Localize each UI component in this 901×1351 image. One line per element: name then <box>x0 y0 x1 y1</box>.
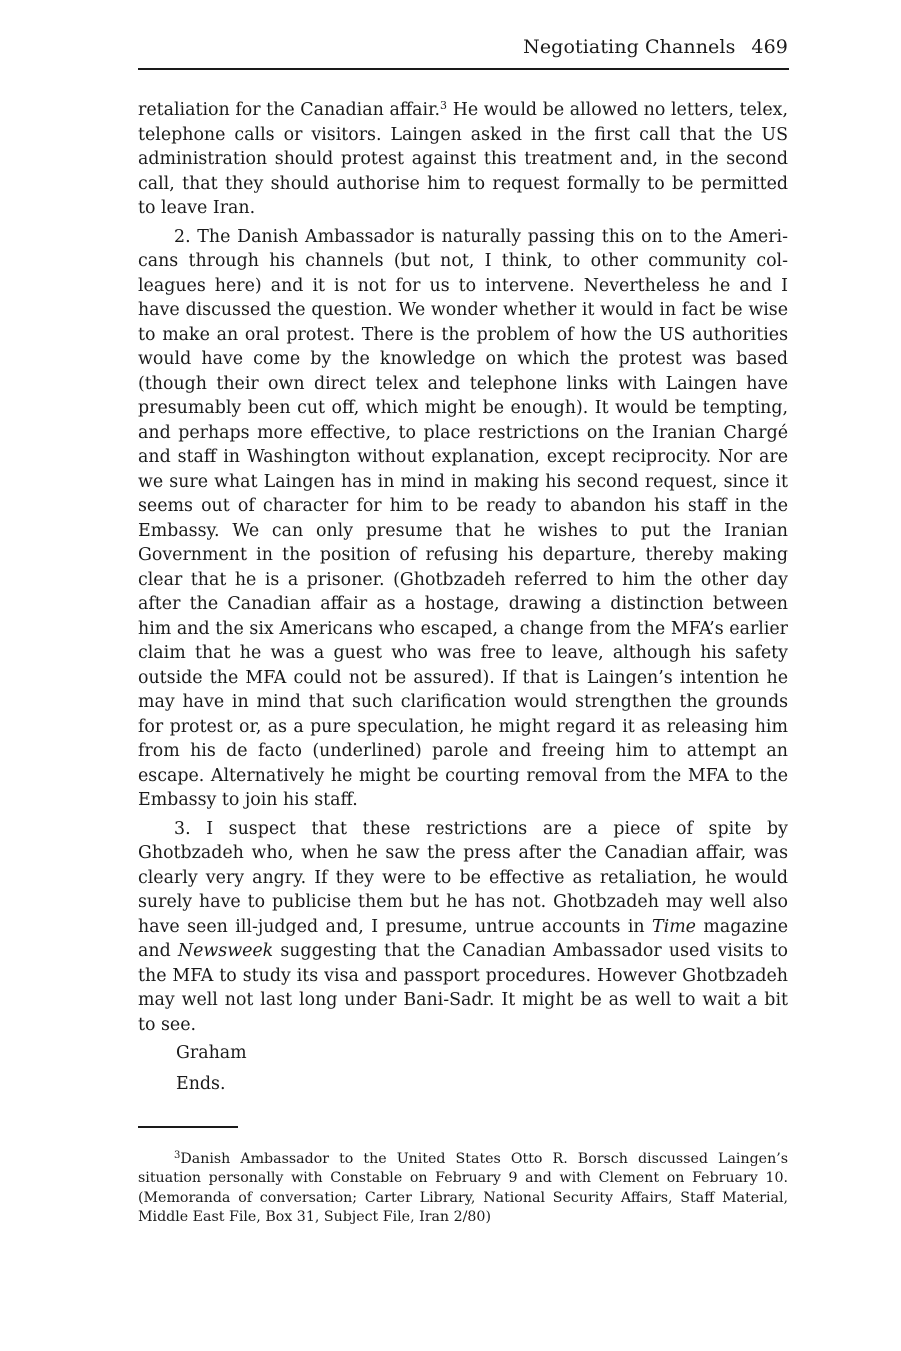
footnote-reference: 3 <box>440 99 448 112</box>
header-rule <box>138 68 789 70</box>
publication-title-newsweek: Newsweek <box>177 941 274 961</box>
footnote-text: Danish Ambassador to the United States Otto R. Borsch discussed Laingen’s situation personally with Constable on February 9 and with Clement on February 10. (Memoranda of conversation; Carter Library, National Security Affairs, Staff Material, Middle East File, Box 31, Subject File, Iran 2/80) <box>138 1151 788 1225</box>
footnote <box>138 1150 788 1227</box>
page-number: 469 <box>751 36 788 58</box>
running-head <box>138 36 788 58</box>
publication-title-time: Time <box>652 916 696 937</box>
running-title: Negotiating Channels <box>523 36 736 58</box>
footnote-rule <box>138 1126 238 1128</box>
document-body <box>138 98 788 1102</box>
paragraph-text: He would be allowed no letters, telex, telephone calls or visitors. Laingen asked in the first call that the US administration should protest against this treatment and, in the second call, that they should authorise him to request formally to be permitted to leave Iran. <box>138 100 788 218</box>
paragraph-text: suggesting that the Canadian Ambassador used visits to the MFA to study its visa and passport procedures. However Ghotbzadeh may well not last long under Bani-Sadr. It might be as well to wait a bit to see. <box>138 941 788 1035</box>
paragraph-text: magazine and <box>138 916 788 961</box>
signature: Graham <box>176 1043 247 1063</box>
paragraph-text: retaliation for the Canadian affair. <box>138 100 441 120</box>
paragraph-continued <box>138 98 788 221</box>
paragraph-3 <box>138 817 788 1038</box>
footnote-marker: 3 <box>174 1150 181 1161</box>
paragraph-text: 3. I suspect that these restrictions are a piece of spite by Ghotbzadeh who, when he saw the press after the Canadian affair, was clearly very angry. If they were to be effective as retaliation, he would surely have to publicise them but he has not. Ghotbzadeh may well also have seen ill-judged and, I presume, untrue accounts in <box>138 818 788 937</box>
closing: Ends. <box>176 1073 226 1094</box>
paragraph-2: 2. The Danish Ambassador is naturally passing this on to the Americans through his channels (but not, I think, to other community colleagues here) and it is not for us to intervene. Nevertheless he and I have discussed the question. We wonder whether it would in fact be wise to make an oral protest. There is the problem of how the US authorities would have come by the knowledge on which the protest was based (though their own direct telex and telephone links with Laingen have presumably been cut off, which might be enough). It would be tempting, and perhaps more effective, to place restrictions on the Iranian Chargé and staff in Washington without explanation, except reciprocity. Nor are we sure what Laingen has in mind in making his second request, since it seems out of character for him to be ready to abandon his staff in the Embassy. We can only presume that he wishes to put the Iranian Government in the position of refusing his departure, thereby making clear that he is a prisoner. (Ghotbzadeh referred to him the other day after the Canadian affair as a hostage, drawing a distinction between him and the six Americans who escaped, a change from the MFA’s earlier claim that he was a guest who was free to leave, although his safety outside the MFA could not be assured). If that is Laingen’s intention he may have in mind that such clarification would strengthen the grounds for protest or, as a pure speculation, he might regard it as releasing him from his de facto (underlined) parole and freeing him to attempt an escape. Alternatively he might be courting removal from the MFA to the Embassy to join his staff. <box>138 226 788 810</box>
